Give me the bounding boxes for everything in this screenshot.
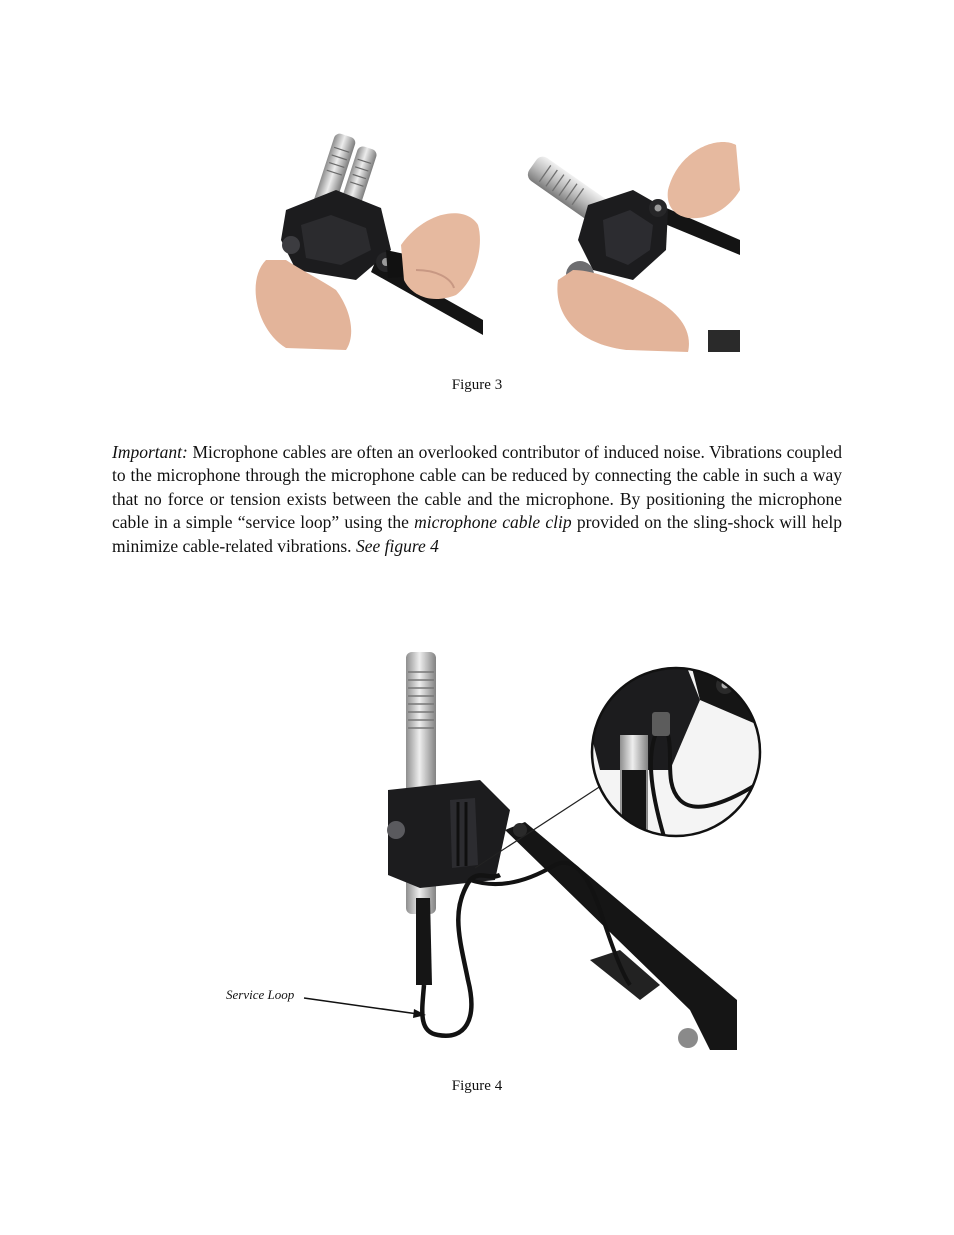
important-paragraph <box>112 441 842 558</box>
cable-clip-term: microphone cable clip <box>414 512 572 533</box>
see-figure-reference: See figure 4 <box>355 535 439 556</box>
figure-3-photo-left <box>226 130 483 350</box>
important-label: Important: <box>112 442 188 462</box>
service-loop-arrow-icon <box>300 985 430 1025</box>
paragraph-text-1: Microphone cables are often an overlooked contributor of induced noise. Vibrations coupled to the microphone through the microphone cable can be reduced by connecting the cable in such a way that no force or tension exists between the cable and the microphone. By positioning the microphone cable in a simple “service loop” using the <box>112 442 842 533</box>
paragraph-text-2: provided on the sling-shock will help minimize cable-related vibrations. <box>112 512 842 556</box>
figure-3-caption: Figure 3 <box>451 377 503 393</box>
service-loop-label: Service Loop <box>226 987 295 1002</box>
figure-4-caption: Figure 4 <box>451 1078 503 1094</box>
figure-3-photo-right <box>518 130 740 352</box>
